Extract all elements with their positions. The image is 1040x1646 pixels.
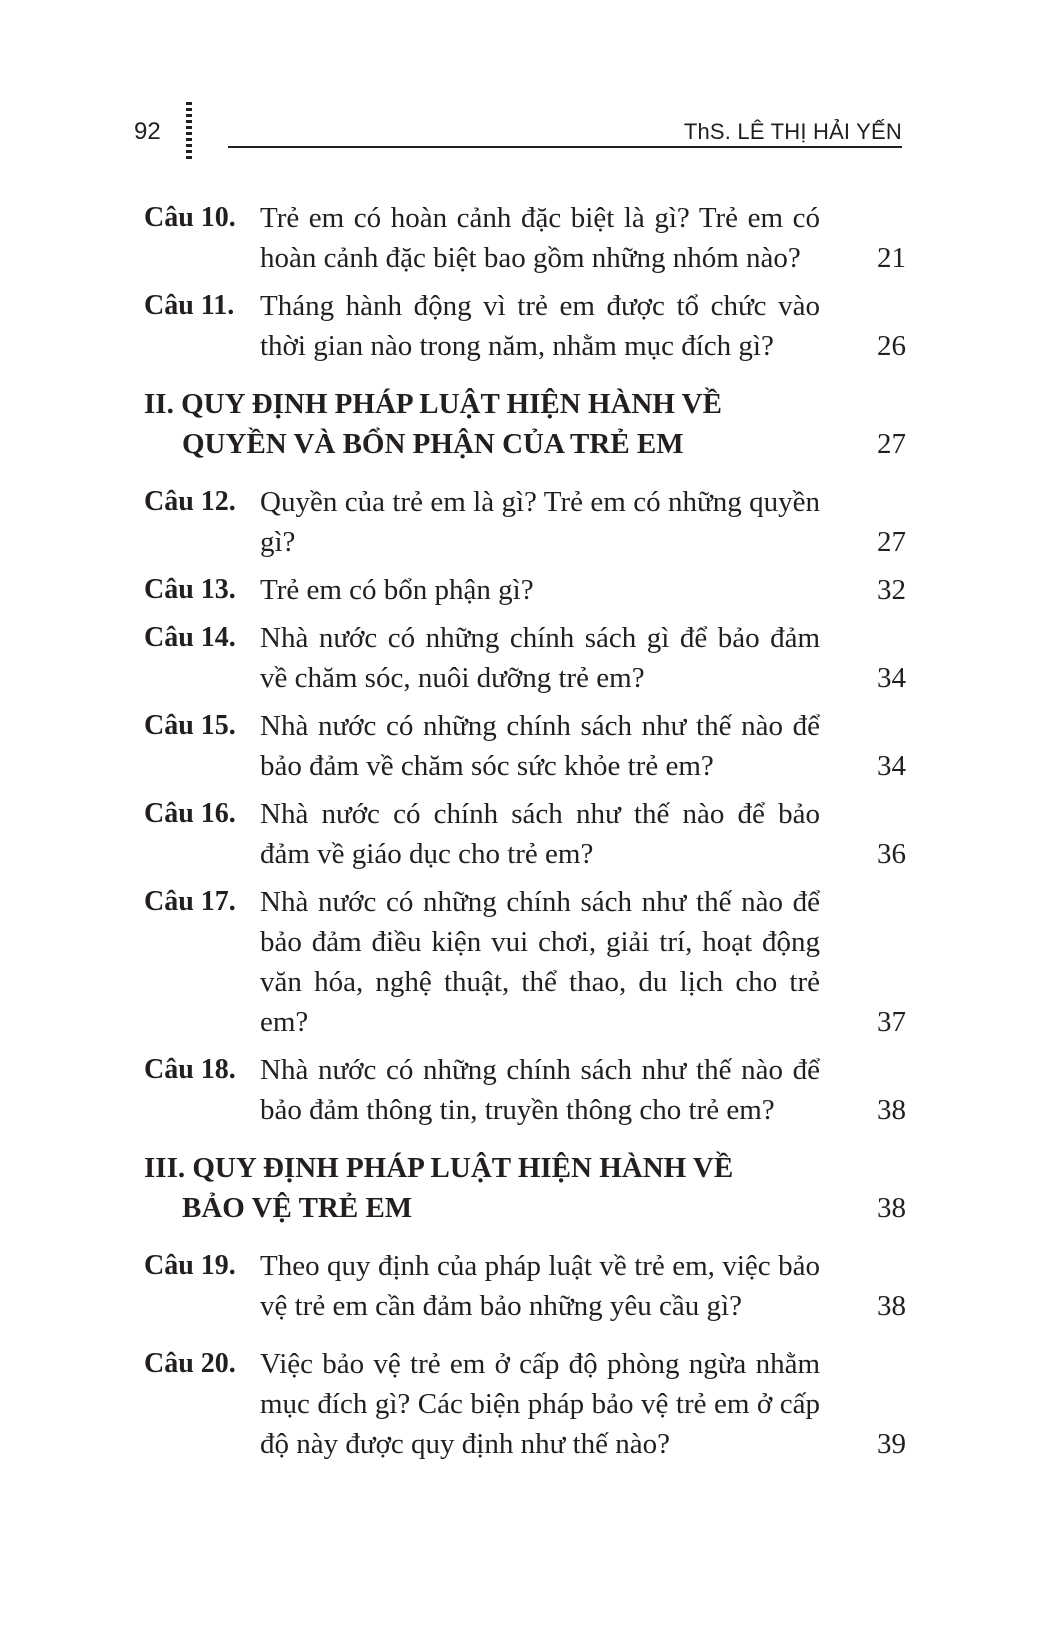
toc-entry[interactable]	[144, 794, 906, 874]
toc-section-page: 38	[877, 1192, 906, 1224]
page-number: 92	[134, 118, 161, 145]
toc-entry-number: Câu 17.	[144, 886, 236, 917]
toc-entry-page: 21	[877, 242, 906, 274]
toc-entry[interactable]	[144, 1246, 906, 1326]
toc-entry-page: 34	[877, 662, 906, 694]
toc-entry-number: Câu 19.	[144, 1250, 236, 1281]
toc-entry-title: Nhà nước có những chính sách như thế nào để bảo đảm thông tin, truyền thông cho trẻ em?	[260, 1054, 820, 1126]
toc-entry-title: Trẻ em có hoàn cảnh đặc biệt là gì? Trẻ em có hoàn cảnh đặc biệt bao gồm những nhóm nào?	[260, 202, 820, 274]
toc-entry-page: 38	[877, 1290, 906, 1322]
toc-entry-page: 37	[877, 1006, 906, 1038]
toc-entry-title: Nhà nước có chính sách như thế nào để bảo đảm về giáo dục cho trẻ em?	[260, 798, 820, 870]
toc-entry-page: 27	[877, 526, 906, 558]
toc-entry-number: Câu 15.	[144, 710, 236, 741]
toc-entry-title: Nhà nước có những chính sách gì để bảo đảm về chăm sóc, nuôi dưỡng trẻ em?	[260, 622, 820, 694]
toc-entry-title: Quyền của trẻ em là gì? Trẻ em có những quyền gì?	[260, 486, 820, 558]
toc-entry-title: Việc bảo vệ trẻ em ở cấp độ phòng ngừa nhằm mục đích gì? Các biện pháp bảo vệ trẻ em ở cấp độ này được quy định như thế nào?	[260, 1348, 820, 1460]
toc-entry-page: 39	[877, 1428, 906, 1460]
toc-entry-page: 34	[877, 750, 906, 782]
toc-entry[interactable]	[144, 198, 906, 278]
section-title-line2: QUYỀN VÀ BỔN PHẬN CỦA TRẺ EM	[182, 428, 684, 460]
toc-entry-number: Câu 13.	[144, 574, 236, 605]
toc-entry-page: 38	[877, 1094, 906, 1126]
toc-entry[interactable]	[144, 618, 906, 698]
toc-entry[interactable]	[144, 1050, 906, 1130]
header-rule	[228, 146, 902, 148]
toc-entry[interactable]	[144, 482, 906, 562]
toc-entry-title: Tháng hành động vì trẻ em được tổ chức vào thời gian nào trong năm, nhằm mục đích gì?	[260, 290, 820, 362]
running-header-author: ThS. LÊ THỊ HẢI YẾN	[683, 119, 902, 144]
toc-entry[interactable]	[144, 882, 906, 1042]
toc-entry-page: 32	[877, 574, 906, 606]
toc-entry-page: 26	[877, 330, 906, 362]
toc-entry-title: Nhà nước có những chính sách như thế nào để bảo đảm về chăm sóc sức khỏe trẻ em?	[260, 710, 820, 782]
toc-entry-number: Câu 20.	[144, 1348, 236, 1379]
section-title	[144, 1148, 820, 1228]
toc-entry-number: Câu 12.	[144, 486, 236, 517]
toc-entry-page: 36	[877, 838, 906, 870]
toc-entry-number: Câu 14.	[144, 622, 236, 653]
toc-section-heading[interactable]	[144, 384, 906, 464]
section-title-line1: III. QUY ĐỊNH PHÁP LUẬT HIỆN HÀNH VỀ	[144, 1152, 734, 1184]
toc-entry-number: Câu 10.	[144, 202, 236, 233]
toc-entry-title: Nhà nước có những chính sách như thế nào để bảo đảm điều kiện vui chơi, giải trí, hoạt động văn hóa, nghệ thuật, thể thao, du lịch cho trẻ em?	[260, 886, 820, 1038]
toc-entry[interactable]	[144, 706, 906, 786]
section-title	[144, 384, 820, 464]
header-ornament	[186, 102, 192, 160]
toc-section-heading[interactable]	[144, 1148, 906, 1228]
toc-entry-number: Câu 11.	[144, 290, 235, 321]
toc-entry-number: Câu 18.	[144, 1054, 236, 1085]
toc-entry-number: Câu 16.	[144, 798, 236, 829]
section-title-line1: II. QUY ĐỊNH PHÁP LUẬT HIỆN HÀNH VỀ	[144, 388, 722, 420]
toc-section-page: 27	[877, 428, 906, 460]
toc-entry-title: Theo quy định của pháp luật về trẻ em, việc bảo vệ trẻ em cần đảm bảo những yêu cầu gì?	[260, 1250, 820, 1322]
toc-entry[interactable]	[144, 570, 906, 610]
running-header	[0, 0, 1040, 170]
table-of-contents	[144, 198, 906, 1464]
toc-entry[interactable]	[144, 1344, 906, 1464]
toc-entry[interactable]	[144, 286, 906, 366]
toc-entry-title: Trẻ em có bổn phận gì?	[260, 574, 534, 606]
section-title-line2: BẢO VỆ TRẺ EM	[182, 1192, 413, 1224]
